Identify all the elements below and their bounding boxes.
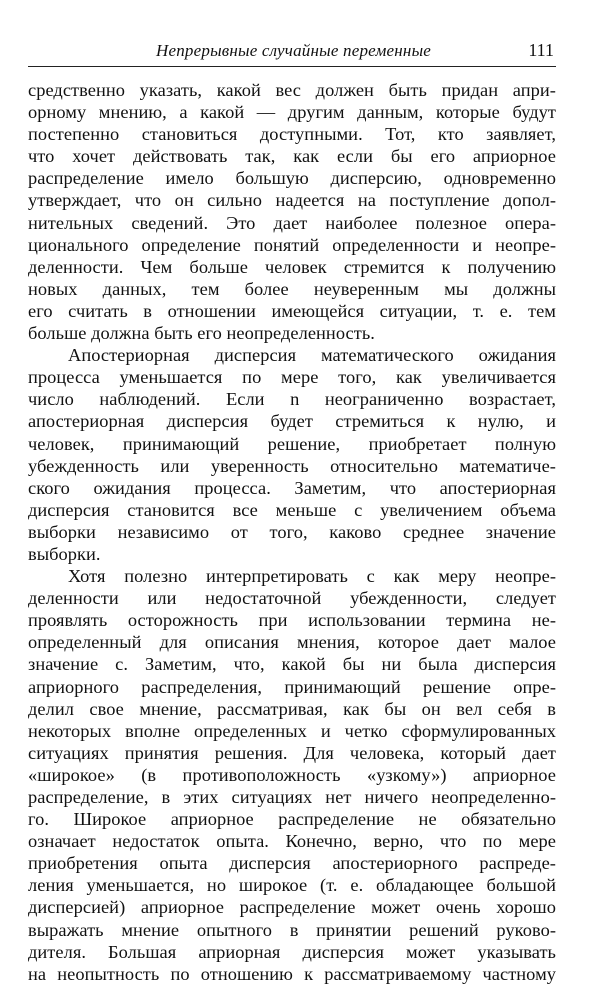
text-line: приобретения опыта дисперсия апостериорного распреде- <box>28 853 556 874</box>
text-line: ситуациях принятия решения. Для человека, который дает <box>28 742 556 763</box>
text-line: новых данных, тем более неуверенным мы должны <box>28 278 556 299</box>
text-line: выборки независимо от того, каково среднее значение <box>28 521 556 542</box>
text-line: некоторых вполне определенных и четко сформулированных <box>28 720 556 741</box>
text-line: постепенно становиться доступными. Тот, кто заявляет, <box>28 124 556 145</box>
text-line: дисперсия становится все меньше с увеличением объема <box>28 499 556 520</box>
text-line: «широкое» (в противоположность «узкому») априорное <box>28 764 556 785</box>
running-header <box>28 38 556 67</box>
text-line: распределение, в этих ситуациях нет ничего неопределенно- <box>28 787 556 807</box>
text-line: число наблюдений. Если n неограниченно возрастает, <box>28 389 556 410</box>
text-line: распределение имело большую дисперсию, одновременно <box>28 168 556 189</box>
text-line: его считать в отношении имеющейся ситуации, т. е. тем <box>28 300 556 321</box>
text-line: априорного распределения, принимающий решение опре- <box>28 676 556 697</box>
text-line: дисперсией) априорное распределение может очень хорошо <box>28 897 556 918</box>
text-line: утверждает, что он сильно надеется на поступление допол- <box>28 190 556 211</box>
text-line: делил свое мнение, рассматривая, как бы он вел себя в <box>28 698 556 719</box>
running-title: Непрерывные случайные переменные <box>156 41 432 60</box>
text-line: определенный для описания мнения, которое дает малое <box>28 632 556 653</box>
book-page <box>28 38 556 985</box>
text-line: убежденность или уверенность относительно математиче- <box>28 455 556 476</box>
page-number: 111 <box>528 40 554 60</box>
text-line: орному мнению, а какой — другим данным, которые будут <box>28 102 556 123</box>
text-line: дителя. Большая априорная дисперсия может указывать <box>28 941 556 962</box>
text-line: ского ожидания процесса. Заметим, что апостериорная <box>28 477 556 498</box>
text-line: го. Широкое априорное распределение не обязательно <box>28 809 556 830</box>
text-line: деленности. Чем больше человек стремится к получению <box>28 256 556 277</box>
text-line: проявлять осторожность при использовании термина не- <box>28 610 556 631</box>
text-line: больше должна быть его неопределенность. <box>28 323 375 344</box>
paragraph-first-line: Хотя полезно интерпретировать c как меру неопре- <box>68 566 556 587</box>
text-line: ления уменьшается, но широкое (т. е. обладающее большой <box>28 875 556 896</box>
text-line: значение c. Заметим, что, какой бы ни была дисперсия <box>28 654 556 675</box>
text-line: выборки. <box>28 543 101 564</box>
text-line: апостериорная дисперсия будет стремиться к нулю, и <box>28 411 556 432</box>
text-line: что хочет действовать так, как если бы его априорное <box>28 146 556 167</box>
text-line: процесса уменьшается по мере того, как увеличивается <box>28 367 556 388</box>
paragraph-first-line: Апостериорная дисперсия математического ожидания <box>68 345 556 366</box>
body-text <box>28 79 556 985</box>
text-line: нительных сведений. Это дает наиболее полезное опера- <box>28 212 556 233</box>
text-line: ционального определение понятий определенности и неопре- <box>28 234 556 255</box>
text-line: на неопытность по отношению к рассматриваемому частному <box>28 963 556 984</box>
text-line: деленности или недостаточной убежденности, следует <box>28 588 556 609</box>
text-line: средственно указать, какой вес должен быть придан апри- <box>28 80 556 100</box>
text-line: выражать мнение опытного в принятии решений руково- <box>28 919 556 940</box>
text-line: означает недостаток опыта. Конечно, верно, что по мере <box>28 831 556 852</box>
text-line: человек, принимающий решение, приобретает полную <box>28 433 556 454</box>
